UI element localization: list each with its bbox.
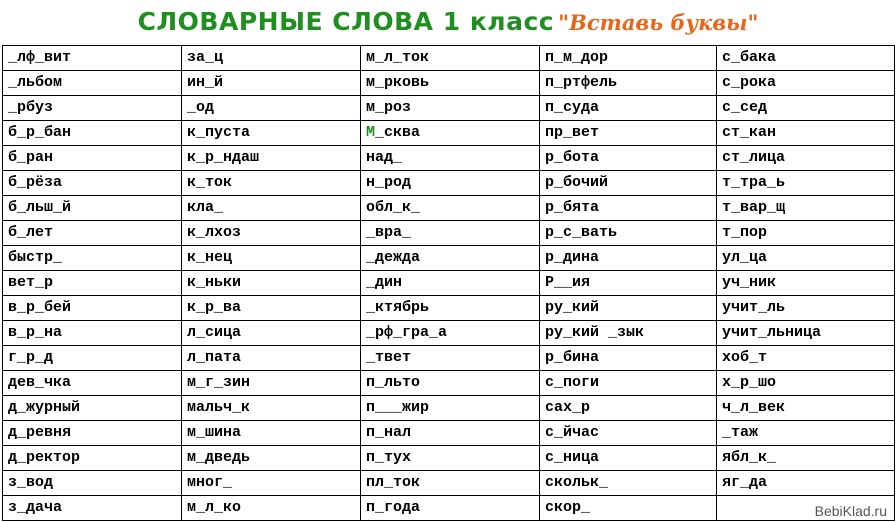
word-cell: ст_кан	[717, 121, 895, 146]
word-cell: ин_й	[182, 71, 361, 96]
table-row	[3, 271, 895, 296]
word-cell: скольк_	[540, 471, 717, 496]
word-cell: в_р_бей	[3, 296, 182, 321]
word-cell: к_р_ва	[182, 296, 361, 321]
word-cell: к_р_ндаш	[182, 146, 361, 171]
word-cell: М_сква	[361, 121, 540, 146]
word-cell: _таж	[717, 421, 895, 446]
word-cell: к_лхоз	[182, 221, 361, 246]
word-cell: п___жир	[361, 396, 540, 421]
table-row	[3, 496, 895, 521]
word-cell: м_л_ток	[361, 46, 540, 71]
word-cell: вет_р	[3, 271, 182, 296]
word-cell: з_дача	[3, 496, 182, 521]
word-cell: р_бина	[540, 346, 717, 371]
word-cell: хоб_т	[717, 346, 895, 371]
table-row	[3, 196, 895, 221]
word-cell: быстр_	[3, 246, 182, 271]
page-title	[0, 0, 896, 44]
table-row	[3, 46, 895, 71]
word-table	[2, 45, 895, 521]
word-table-body	[3, 46, 895, 521]
word-cell: м_г_зин	[182, 371, 361, 396]
table-row	[3, 146, 895, 171]
word-cell: п_м_дор	[540, 46, 717, 71]
table-row	[3, 396, 895, 421]
table-row	[3, 421, 895, 446]
word-cell: _рф_гра_а	[361, 321, 540, 346]
table-row	[3, 96, 895, 121]
table-row	[3, 296, 895, 321]
word-cell: м_рковь	[361, 71, 540, 96]
word-cell: л_пата	[182, 346, 361, 371]
word-cell: д_журный	[3, 396, 182, 421]
word-cell: учит_льница	[717, 321, 895, 346]
word-cell: над_	[361, 146, 540, 171]
word-cell: т_тра_ь	[717, 171, 895, 196]
word-cell: мальч_к	[182, 396, 361, 421]
word-cell: м_дведь	[182, 446, 361, 471]
word-cell: б_рёза	[3, 171, 182, 196]
table-row	[3, 171, 895, 196]
word-cell: ру_кий _зык	[540, 321, 717, 346]
word-cell: р_с_вать	[540, 221, 717, 246]
word-cell: р_дина	[540, 246, 717, 271]
word-cell: пр_вет	[540, 121, 717, 146]
word-cell: р_бята	[540, 196, 717, 221]
word-cell: _дежда	[361, 246, 540, 271]
word-cell: в_р_на	[3, 321, 182, 346]
table-row	[3, 246, 895, 271]
word-cell: обл_к_	[361, 196, 540, 221]
title-main: СЛОВАРНЫЕ СЛОВА 1 класс	[137, 7, 555, 36]
word-cell: _лф_вит	[3, 46, 182, 71]
word-cell: яг_да	[717, 471, 895, 496]
word-cell: ч_л_век	[717, 396, 895, 421]
word-cell: х_р_шо	[717, 371, 895, 396]
word-cell: с_поги	[540, 371, 717, 396]
table-row	[3, 471, 895, 496]
word-cell: пл_ток	[361, 471, 540, 496]
table-row	[3, 321, 895, 346]
word-cell: ябл_к_	[717, 446, 895, 471]
word-cell: м_роз	[361, 96, 540, 121]
word-cell: п_тух	[361, 446, 540, 471]
word-cell: м_шина	[182, 421, 361, 446]
word-cell: с_бака	[717, 46, 895, 71]
site-watermark: BebiKlad.ru	[812, 503, 890, 519]
word-cell: ст_лица	[717, 146, 895, 171]
word-cell: _твет	[361, 346, 540, 371]
word-cell: б_р_бан	[3, 121, 182, 146]
word-cell: _ктябрь	[361, 296, 540, 321]
word-cell: сах_р	[540, 396, 717, 421]
word-cell: п_года	[361, 496, 540, 521]
word-cell: _од	[182, 96, 361, 121]
word-cell: мног_	[182, 471, 361, 496]
word-cell: ул_ца	[717, 246, 895, 271]
word-cell: г_р_д	[3, 346, 182, 371]
table-row	[3, 446, 895, 471]
word-cell: к_нец	[182, 246, 361, 271]
word-cell: д_ректор	[3, 446, 182, 471]
table-row	[3, 371, 895, 396]
table-row	[3, 221, 895, 246]
table-row	[3, 346, 895, 371]
word-cell: б_лет	[3, 221, 182, 246]
word-cell: за_ц	[182, 46, 361, 71]
word-cell: с_ница	[540, 446, 717, 471]
word-cell: п_ртфель	[540, 71, 717, 96]
word-cell: ру_кий	[540, 296, 717, 321]
word-cell: т_вар_щ	[717, 196, 895, 221]
word-cell: Р__ия	[540, 271, 717, 296]
word-cell: с_рока	[717, 71, 895, 96]
word-cell: скор_	[540, 496, 717, 521]
word-cell: д_ревня	[3, 421, 182, 446]
word-cell: п_льто	[361, 371, 540, 396]
word-cell: р_бота	[540, 146, 717, 171]
word-cell: р_бочий	[540, 171, 717, 196]
word-cell: н_род	[361, 171, 540, 196]
word-cell: с_сед	[717, 96, 895, 121]
title-sub: "Вставь буквы"	[558, 10, 759, 35]
word-cell: дев_чка	[3, 371, 182, 396]
word-cell: п_суда	[540, 96, 717, 121]
word-cell: б_ран	[3, 146, 182, 171]
table-row	[3, 71, 895, 96]
table-row	[3, 121, 895, 146]
word-cell: _дин	[361, 271, 540, 296]
word-cell: _вра_	[361, 221, 540, 246]
word-cell: м_л_ко	[182, 496, 361, 521]
word-cell: к_пуста	[182, 121, 361, 146]
word-cell: уч_ник	[717, 271, 895, 296]
word-cell: _льбом	[3, 71, 182, 96]
word-cell: п_нал	[361, 421, 540, 446]
word-cell: т_пор	[717, 221, 895, 246]
word-cell: кла_	[182, 196, 361, 221]
word-cell: л_сица	[182, 321, 361, 346]
word-cell: с_йчас	[540, 421, 717, 446]
word-cell: _рбуз	[3, 96, 182, 121]
word-cell: к_ток	[182, 171, 361, 196]
word-cell: б_льш_й	[3, 196, 182, 221]
word-cell: к_ньки	[182, 271, 361, 296]
word-cell: з_вод	[3, 471, 182, 496]
word-cell: учит_ль	[717, 296, 895, 321]
